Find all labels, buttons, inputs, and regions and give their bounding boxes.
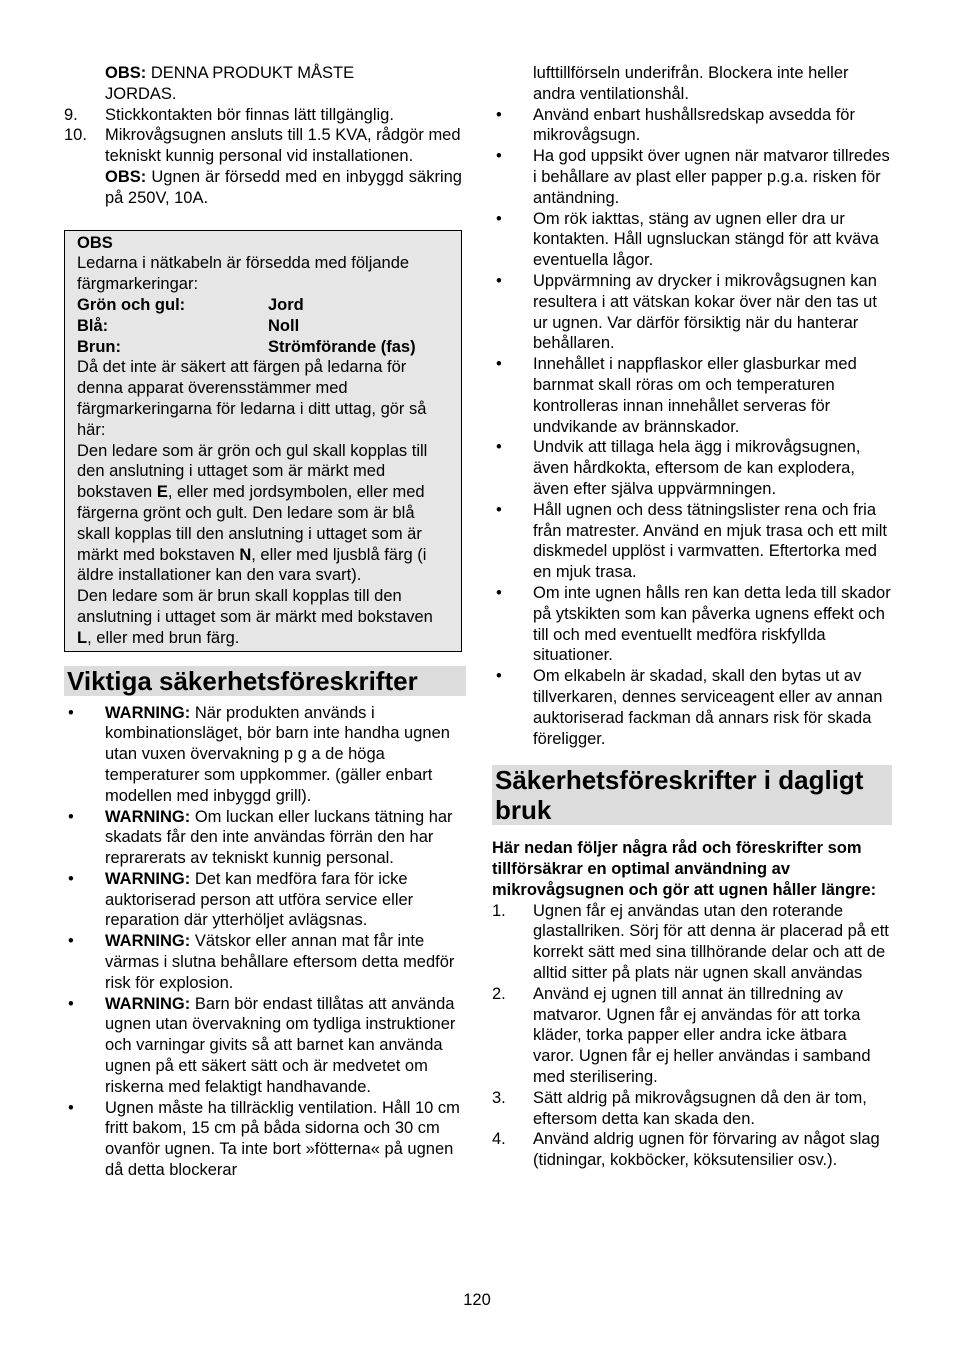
list-item xyxy=(492,500,892,583)
bullet: • xyxy=(496,147,502,166)
text-run: , eller med ljusblå färg (i äldre installationer kan den vara svart). xyxy=(77,545,427,585)
bullet: • xyxy=(496,209,502,228)
item-number: 1. xyxy=(492,901,506,920)
bullet: • xyxy=(496,667,502,686)
obs-box-title: OBS xyxy=(77,233,113,252)
bullet: • xyxy=(68,869,74,888)
list-item xyxy=(492,146,892,208)
item-text: lufttillförseln underifrån. Blockera inte heller andra ventilationshål. xyxy=(533,64,849,103)
list-item-continued xyxy=(492,63,892,105)
obs-fuse-note xyxy=(105,167,462,209)
item-number: 10. xyxy=(64,126,87,145)
warning-label: WARNING: xyxy=(105,994,191,1013)
letter-n: N xyxy=(239,545,252,564)
letter-e: E xyxy=(156,483,168,502)
obs-label: OBS: xyxy=(105,167,147,186)
text-run: Den ledare som är grön och gul skall kopplas till den anslutning i uttaget som är märkt med bokstaven xyxy=(77,441,428,502)
item-number: 4. xyxy=(492,1130,506,1149)
list-item xyxy=(492,583,892,666)
obs-box-paragraph xyxy=(77,441,449,587)
bullet: • xyxy=(68,1098,74,1117)
warning-label: WARNING: xyxy=(105,869,191,888)
item-number: 9. xyxy=(64,105,78,124)
warning-item xyxy=(64,931,462,993)
section-heading: Säkerhetsföreskrifter i dagligt bruk xyxy=(492,765,892,825)
warning-label: WARNING: xyxy=(105,703,191,722)
warning-text: Vätskor eller annan mat får inte värmas i slutna behållare eftersom detta medför risk för explosion. xyxy=(105,932,455,992)
warning-text: Barn bör endast tillåtas att använda ugnen utan övervakning om tydliga instruktioner och varningar givits så att barnet kan använda ugnen på ett säkert sätt och är medvetet om riskerna med felaktigt handhavande. xyxy=(105,994,456,1096)
text-run: , eller med brun färg. xyxy=(87,628,240,647)
wire-color: Blå: xyxy=(77,316,109,335)
warning-text: Om luckan eller luckans tätning har skadats får den inte användas förrän den har reprarerats av tekniskt kunnig personal. xyxy=(105,807,453,868)
item-text: Ugnen får ej användas utan den roterande glastallriken. Sörj för att denna är placerad på ett korrekt sätt med sina tillhörande delar och att de alltid sitter på plats när ugnen skall användas xyxy=(533,901,889,983)
warning-item xyxy=(64,807,462,869)
list-item xyxy=(64,125,462,208)
bullet: • xyxy=(68,703,74,722)
list-item xyxy=(492,1129,892,1171)
warning-item xyxy=(64,994,462,1098)
item-text: Mikrovågsugnen ansluts till 1.5 KVA, rådgör med tekniskt kunnig personal vid installationen. xyxy=(105,126,461,166)
warning-text: Det kan medföra fara för icke auktoriserad person att utföra service eller reparation där ytterhöljet avlägsnas. xyxy=(105,869,414,930)
bullet: • xyxy=(496,500,502,519)
item-text: Använd enbart hushållsredskap avsedda för mikrovågsugn. xyxy=(533,105,855,145)
bullet: • xyxy=(68,807,74,826)
list-item xyxy=(492,1088,892,1130)
obs-box-paragraph: Då det inte är säkert att färgen på ledarna för denna apparat överensstämmer med färgmarkeringarna för ledarna i ditt uttag, gör så här: xyxy=(77,358,427,439)
list-item xyxy=(64,105,462,126)
list-item xyxy=(492,105,892,147)
bullet: • xyxy=(496,105,502,124)
bullet: • xyxy=(496,271,502,290)
list-item xyxy=(492,437,892,499)
list-item xyxy=(492,901,892,984)
list-item xyxy=(492,209,892,271)
wire-meaning: Jord xyxy=(268,295,304,314)
obs-product-note xyxy=(64,63,403,105)
warning-label: WARNING: xyxy=(105,932,191,951)
item-text: Använd ej ugnen till annat än tillredning av matvaror. Ugnen får ej användas för att torka kläder, torka papper eller andra icke ätbara varor. Ugnen får ej heller användas i samband med sterilisering. xyxy=(533,984,871,1087)
wire-row xyxy=(77,337,449,358)
bullet: • xyxy=(496,583,502,602)
obs-box-intro: Ledarna i nätkabeln är försedda med följande färgmarkeringar: xyxy=(77,254,410,294)
bullet: • xyxy=(68,932,74,951)
warning-text: När produkten används i kombinationsläget, bör barn inte handha ugnen utan vuxen övervakning p g a de höga temperaturer som uppkommer. (gäller enbart modellen med inbyggd grill). xyxy=(105,703,450,805)
list-item xyxy=(492,666,892,749)
item-number: 2. xyxy=(492,984,506,1003)
obs-wire-color-box xyxy=(64,230,462,652)
wire-row xyxy=(77,316,449,337)
list-item xyxy=(492,271,892,354)
obs-text: Ugnen är försedd med en inbyggd säkring på 250V, 10A. xyxy=(105,167,462,207)
text-run: , eller med jordsymbolen, eller med färgerna grönt och gult. Den ledare som är blå skall kopplas till den anslutning i uttaget som är märkt med bokstaven xyxy=(77,483,425,564)
obs-label: OBS: xyxy=(105,64,147,82)
list-item xyxy=(64,1098,462,1181)
wire-color: Brun: xyxy=(77,337,121,356)
item-text: Undvik att tillaga hela ägg i mikrovågsugnen, även hårdkokta, eftersom de kan explodera, även efter själva uppvärmningen. xyxy=(533,438,861,498)
item-text: Om rök iakttas, stäng av ugnen eller dra ur kontakten. Håll ugnsluckan stängd för att kväva eventuella lågor. xyxy=(533,209,879,270)
item-text: Om inte ugnen hålls ren kan detta leda till skador på ytskikten som kan påverka ugnens effekt och till och med eventuellt medföra riskfyllda situationer. xyxy=(533,583,891,665)
item-text: Uppvärmning av drycker i mikrovågsugnen kan resultera i att vätskan kokar över när den tas ut ur ugnen. Var därför försiktig när du hanterar behållaren. xyxy=(533,271,877,353)
page-number: 120 xyxy=(463,1291,491,1309)
item-number: 3. xyxy=(492,1088,506,1107)
letter-l: L xyxy=(77,628,88,647)
section-intro: Här nedan följer några råd och föreskrifter som tillförsäkrar en optimal användning av mikrovågsugnen och gör att ugnen håller längre: xyxy=(492,839,877,899)
wire-row xyxy=(77,295,449,316)
item-text: Använd aldrig ugnen för förvaring av något slag (tidningar, kokböcker, köksutensilier osv.). xyxy=(533,1130,880,1170)
item-text: Stickkontakten bör finnas lätt tillgänglig. xyxy=(105,105,394,124)
warning-item xyxy=(64,703,462,807)
obs-box-paragraph xyxy=(77,586,449,648)
bullet: • xyxy=(496,355,502,374)
list-item xyxy=(492,354,892,437)
obs-text: DENNA PRODUKT MÅSTE JORDAS. xyxy=(105,64,355,103)
item-text: Om elkabeln är skadad, skall den bytas ut av tillverkaren, dennes serviceagent eller av annan auktoriserad fackman då annars risk för skada föreligger. xyxy=(533,667,883,748)
list-item xyxy=(492,984,892,1088)
text-run: Den ledare som är brun skall kopplas till den anslutning i uttaget som är märkt med bokstaven xyxy=(77,587,433,626)
item-text: Ugnen måste ha tillräcklig ventilation. Håll 10 cm fritt bakom, 15 cm på båda sidorna och 30 cm ovanför ugnen. Ta inte bort »fötterna« på ugnen då detta blockerar xyxy=(105,1098,460,1180)
item-text: Håll ugnen och dess tätningslister rena och fria från matrester. Använd en mjuk trasa och ett milt diskmedel upplöst i varmvatten. Eftertorka med en mjuk trasa. xyxy=(533,500,887,582)
bullet: • xyxy=(496,438,502,457)
item-text: Ha god uppsikt över ugnen när matvaror tillredes i behållare av plast eller papper p.g.a. risken för antändning. xyxy=(533,147,890,207)
item-text: Innehållet i nappflaskor eller glasburkar med barnmat skall röras om och temperaturen kontrolleras innan innehållet serveras för undvikande av brännskador. xyxy=(533,355,857,436)
section-heading: Viktiga säkerhetsföreskrifter xyxy=(64,666,466,696)
wire-color: Grön och gul: xyxy=(77,295,186,314)
wire-meaning: Strömförande (fas) xyxy=(268,337,416,356)
bullet: • xyxy=(68,994,74,1013)
item-text: Sätt aldrig på mikrovågsugnen då den är tom, eftersom detta kan skada den. xyxy=(533,1088,867,1128)
left-column xyxy=(64,63,462,1181)
warning-item xyxy=(64,869,462,931)
right-column xyxy=(492,63,892,1171)
warning-label: WARNING: xyxy=(105,807,191,826)
wire-meaning: Noll xyxy=(268,316,300,335)
